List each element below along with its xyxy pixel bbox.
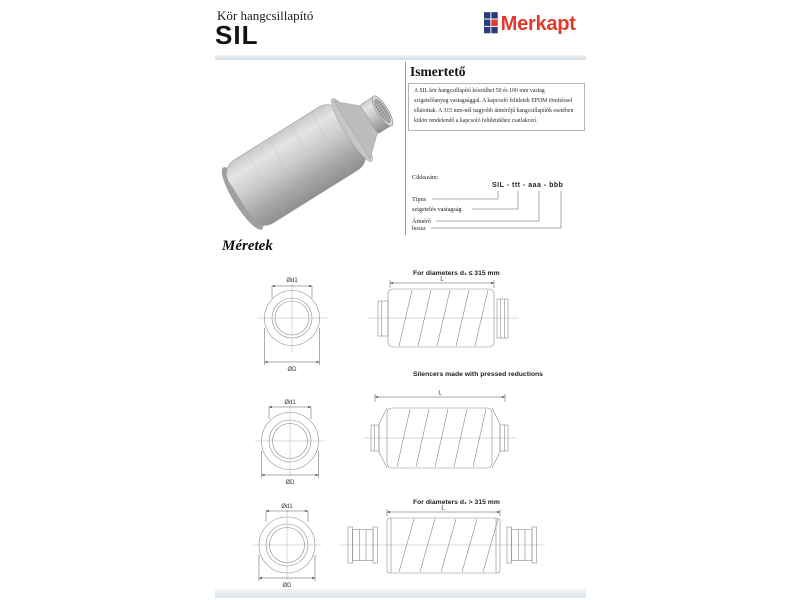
- dim-length-label-1: L: [440, 276, 444, 283]
- dim-outer-label-1: ØD: [287, 367, 297, 373]
- side-view-3: [340, 506, 545, 574]
- dim-inner-label-1: Ød1: [286, 278, 298, 284]
- footer-bar: [215, 589, 586, 598]
- ordering-code: SIL - ttt - aaa - bbb: [492, 182, 564, 189]
- ordering-code-label: Cikkszám:: [412, 174, 439, 181]
- technical-drawings: [215, 258, 587, 598]
- code-part-type: Típus: [412, 196, 427, 203]
- product-subtitle: Kör hangcsillapító: [217, 8, 314, 23]
- product-photo: [218, 78, 400, 235]
- side-view-1: [368, 270, 518, 347]
- side-view-2: [363, 391, 517, 469]
- view-note-1: For diameters d₁ ≤ 315 mm: [413, 270, 500, 277]
- brand-logo: [484, 9, 586, 35]
- product-title: SIL: [215, 20, 259, 50]
- dim-inner-label-3: Ød1: [281, 504, 293, 510]
- dim-outer-label-3: ØD: [282, 583, 292, 589]
- view-note-3: For diameters d₁ > 315 mm: [413, 499, 500, 506]
- front-view-3: [253, 504, 321, 589]
- description-text: A SIL kör hangcsillapító készülhet 50 és 100 mm vastag szigetelőanyag vastagsággal. A kapcsoló felületek EPDM tömítéssel ellátottak. A 315 mm-nél nagyobb átmérőjű hangcsillapítók esetében külön rendelendő a kapcsoló felületekhez csatlakozó.: [414, 88, 574, 124]
- code-line-insulation: [472, 191, 518, 209]
- view-note-2: Silencers made with pressed reductions: [413, 371, 543, 378]
- dimensions-heading: Méretek: [222, 238, 273, 254]
- dim-inner-label-2: Ød1: [284, 400, 296, 406]
- code-part-diameter: Átmérő: [412, 218, 431, 225]
- grid-logo-icon: [484, 12, 498, 33]
- dim-length-label-2: L: [438, 390, 442, 397]
- dim-length-label-3: L: [441, 505, 445, 512]
- vertical-divider: [405, 62, 406, 235]
- code-part-insulation: szigetelés vastagság: [412, 206, 462, 213]
- description-box: [408, 83, 585, 131]
- header-divider: [215, 55, 586, 60]
- front-view-2: [255, 400, 325, 486]
- brand-name: Merkapt: [500, 12, 576, 35]
- description-heading: Ismertető: [410, 64, 466, 79]
- silencer-photo-body: [218, 78, 400, 235]
- dim-outer-label-2: ØD: [285, 480, 295, 486]
- front-view-1: [258, 278, 327, 373]
- code-part-length: hossz: [412, 225, 426, 232]
- ordering-code-diagram: [408, 168, 588, 234]
- code-line-type: [432, 191, 498, 199]
